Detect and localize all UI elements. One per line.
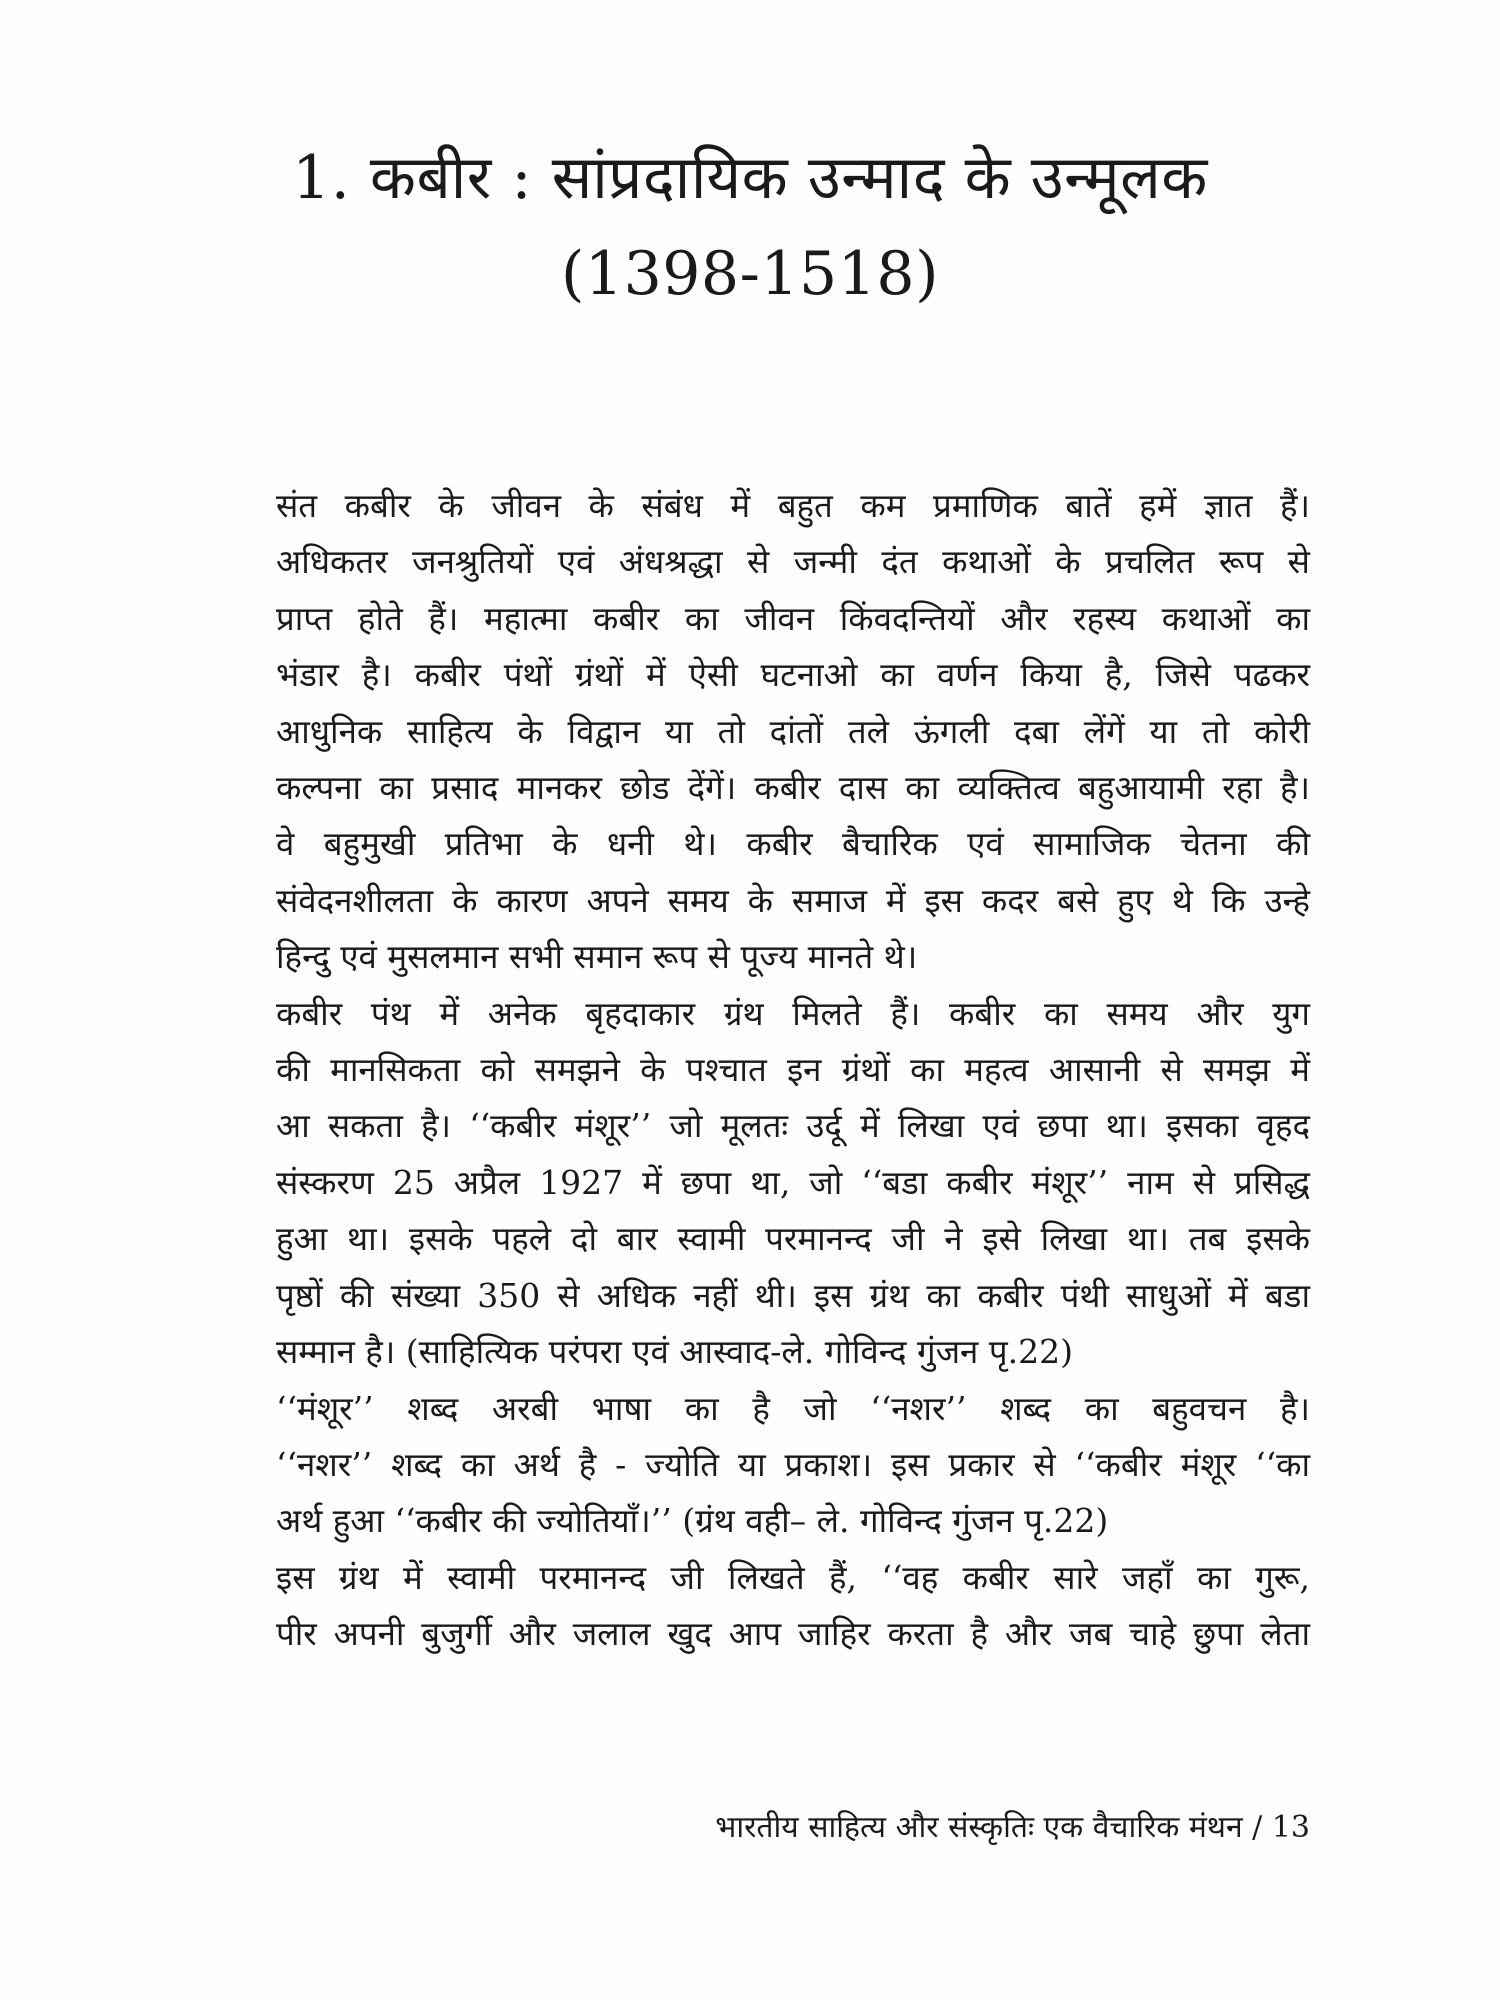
text-line: आ सकता है। ‘‘कबीर मंशूर’’ जो मूलतः उर्दू में लिखा एवं छपा था। इसका वृहद — [276, 1106, 1310, 1146]
text-line: वे बहुमुखी प्रतिभा के धनी थे। कबीर बैचारिक एवं सामाजिक चेतना की — [276, 824, 1310, 864]
page-number: 13 — [1271, 1810, 1310, 1845]
footer-separator: / — [1252, 1810, 1263, 1845]
text-line: पृष्ठों की संख्या 350 से अधिक नहीं थी। इस ग्रंथ का कबीर पंथी साधुओं में बडा — [276, 1275, 1310, 1315]
chapter-title-line: 1. कबीर : सांप्रदायिक उन्माद के उन्मूलक — [292, 143, 1208, 213]
text-line: ‘‘नशर’’ शब्द का अर्थ है - ज्योति या प्रकाश। इस प्रकार से ‘‘कबीर मंशूर ‘‘का — [276, 1444, 1310, 1484]
chapter-years: (1398-1518) — [561, 239, 939, 309]
page-footer — [715, 1808, 1310, 1848]
text-line: संत कबीर के जीवन के संबंध में बहुत कम प्रमाणिक बातें हमें ज्ञात हैं। — [276, 486, 1310, 525]
paragraph — [190, 986, 1310, 1381]
running-title: भारतीय साहित्य और संस्कृतिः एक वैचारिक मंथन — [715, 1810, 1243, 1845]
text-line: प्राप्त होते हैं। महात्मा कबीर का जीवन किंवदन्तियों और रहस्य कथाओं का — [276, 598, 1310, 638]
paragraph — [190, 478, 1310, 986]
text-line: इस ग्रंथ में स्वामी परमानन्द जी लिखते हैं, ‘‘वह कबीर सारे जहाँ का गुरू, — [276, 1557, 1310, 1597]
text-line: संस्करण 25 अप्रैल 1927 में छपा था, जो ‘‘बडा कबीर मंशूर’’ नाम से प्रसिद्ध — [276, 1162, 1310, 1202]
text-line: भंडार है। कबीर पंथों ग्रंथों में ऐसी घटनाओ का वर्णन किया है, जिसे पढकर — [276, 655, 1310, 695]
text-line: कल्पना का प्रसाद मानकर छोड देंगें। कबीर दास का व्यक्तित्व बहुआयामी रहा है। — [276, 768, 1310, 808]
text-line: हिन्दु एवं मुसलमान सभी समान रूप से पूज्य मानते थे। — [276, 937, 918, 977]
text-line: की मानसिकता को समझने के पश्चात इन ग्रंथों का महत्व आसानी से समझ में — [276, 1050, 1310, 1090]
text-line: अर्थ हुआ ‘‘कबीर की ज्योतियाँ।’’ (ग्रंथ वही– ले. गोविन्द गुंजन पृ.22) — [276, 1501, 1109, 1541]
text-line: आधुनिक साहित्य के विद्वान या तो दांतों तले ऊंगली दबा लेंगें या तो कोरी — [276, 711, 1310, 751]
text-line: सम्मान है। (साहित्यिक परंपरा एवं आस्वाद-ले. गोविन्द गुंजन पृ.22) — [276, 1332, 1073, 1372]
text-line: हुआ था। इसके पहले दो बार स्वामी परमानन्द जी ने इसे लिखा था। तब इसके — [276, 1219, 1310, 1259]
text-line: अधिकतर जनश्रुतियों एवं अंधश्रद्धा से जन्मी दंत कथाओं के प्रचलित रूप से — [276, 542, 1310, 582]
text-line: संवेदनशीलता के कारण अपने समय के समाज में इस कदर बसे हुए थे कि उन्हे — [276, 880, 1310, 920]
text-line: पीर अपनी बुजुर्गी और जलाल खुद आप जाहिर करता है और जब चाहे छुपा लेता — [276, 1614, 1310, 1654]
paragraph — [190, 1381, 1310, 1550]
body-text — [190, 478, 1310, 1663]
paragraph — [190, 1550, 1310, 1663]
text-line: कबीर पंथ में अनेक बृहदाकार ग्रंथ मिलते हैं। कबीर का समय और युग — [276, 993, 1310, 1033]
text-line: ‘‘मंशूर’’ शब्द अरबी भाषा का है जो ‘‘नशर’’ शब्द का बहुवचन है। — [276, 1388, 1310, 1428]
chapter-title — [0, 130, 1500, 322]
